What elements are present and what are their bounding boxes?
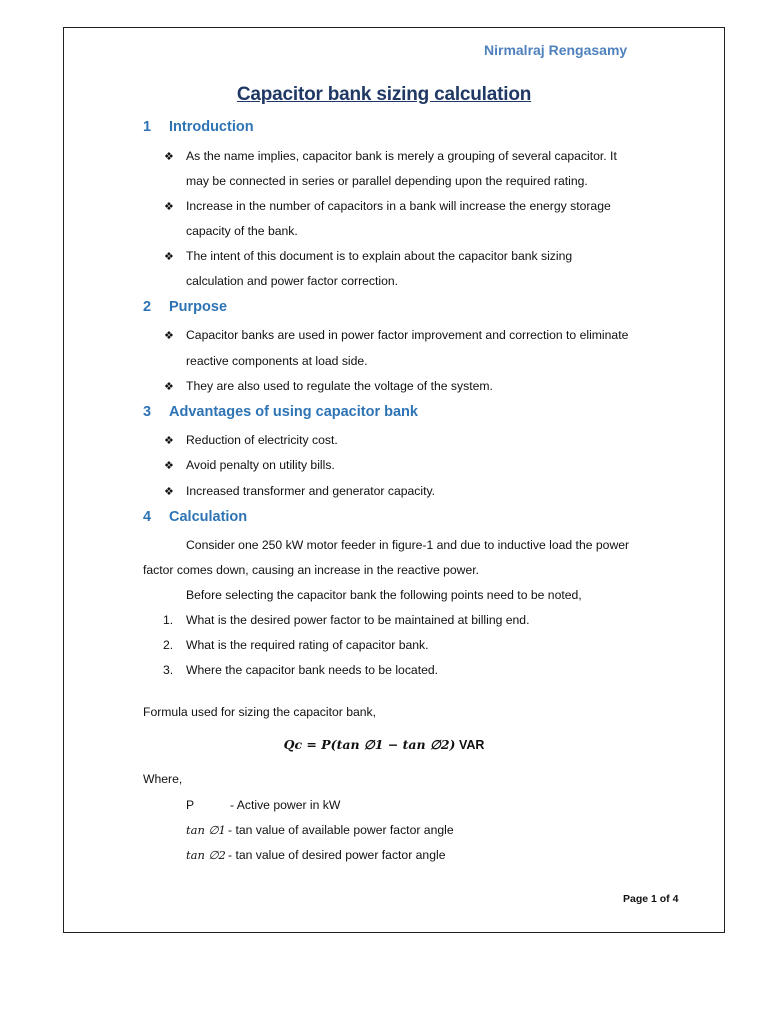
list-number: 3. [163,663,174,677]
document-title: Capacitor bank sizing calculation [236,84,532,105]
diamond-bullet-icon: ❖ [164,330,174,342]
list-item: What is the required rating of capacitor bank. [186,638,429,652]
definition-term: tan ∅2 [186,848,226,862]
section-number: 2 [143,299,152,315]
author-name: Nirmalraj Rengasamy [484,42,628,58]
bullet-text: reactive components at load side. [186,354,368,368]
diamond-bullet-icon: ❖ [164,251,174,263]
diamond-bullet-icon: ❖ [164,486,174,498]
bullet-text: As the name implies, capacitor bank is merely a grouping of several capacitor. It [186,149,617,163]
definition-term: tan ∅1 [186,823,226,837]
bullet-text: Avoid penalty on utility bills. [186,458,335,472]
bullet-text: Increase in the number of capacitors in a bank will increase the energy storage [186,199,611,213]
formula-intro: Formula used for sizing the capacitor bank, [143,705,377,719]
paragraph-line: Consider one 250 kW motor feeder in figure-1 and due to inductive load the power [186,538,630,552]
diamond-bullet-icon: ❖ [164,201,174,213]
bullet-text: calculation and power factor correction. [186,274,399,288]
list-number: 1. [163,613,174,627]
where-label: Where, [143,772,183,786]
bullet-text: The intent of this document is to explain about the capacitor bank sizing [186,249,573,263]
paragraph-line: factor comes down, causing an increase in the reactive power. [143,563,480,577]
list-item: Where the capacitor bank needs to be located. [186,663,439,677]
formula-unit: VAR [455,738,485,752]
bullet-text: Increased transformer and generator capacity. [186,484,436,498]
definition-desc: - tan value of available power factor angle [228,823,454,837]
diamond-bullet-icon: ❖ [164,381,174,393]
list-number: 2. [163,638,174,652]
page-number: Page 1 of 4 [623,893,679,905]
bullet-text: Reduction of electricity cost. [186,433,338,447]
section-number: 1 [143,119,152,135]
bullet-text: may be connected in series or parallel depending upon the required rating. [186,174,588,188]
formula-expression: Qc = P(tan ∅1 − tan ∅2) [283,737,456,752]
diamond-bullet-icon: ❖ [164,151,174,163]
section-title: Calculation [169,509,248,525]
bullet-text: capacity of the bank. [186,224,298,238]
paragraph-line: Before selecting the capacitor bank the following points need to be noted, [186,588,582,602]
definition-term: P [186,798,195,812]
bullet-text: Capacitor banks are used in power factor improvement and correction to eliminate [186,328,629,342]
section-title: Advantages of using capacitor bank [169,404,418,420]
diamond-bullet-icon: ❖ [164,435,174,447]
section-title: Purpose [169,299,228,315]
section-title: Introduction [169,119,254,135]
section-number: 4 [143,509,152,525]
diamond-bullet-icon: ❖ [164,460,174,472]
list-item: What is the desired power factor to be maintained at billing end. [186,613,530,627]
definition-desc: - tan value of desired power factor angle [228,848,446,862]
formula [0,737,768,752]
definition-desc: - Active power in kW [230,798,341,812]
section-number: 3 [143,404,152,420]
bullet-text: They are also used to regulate the voltage of the system. [186,379,493,393]
